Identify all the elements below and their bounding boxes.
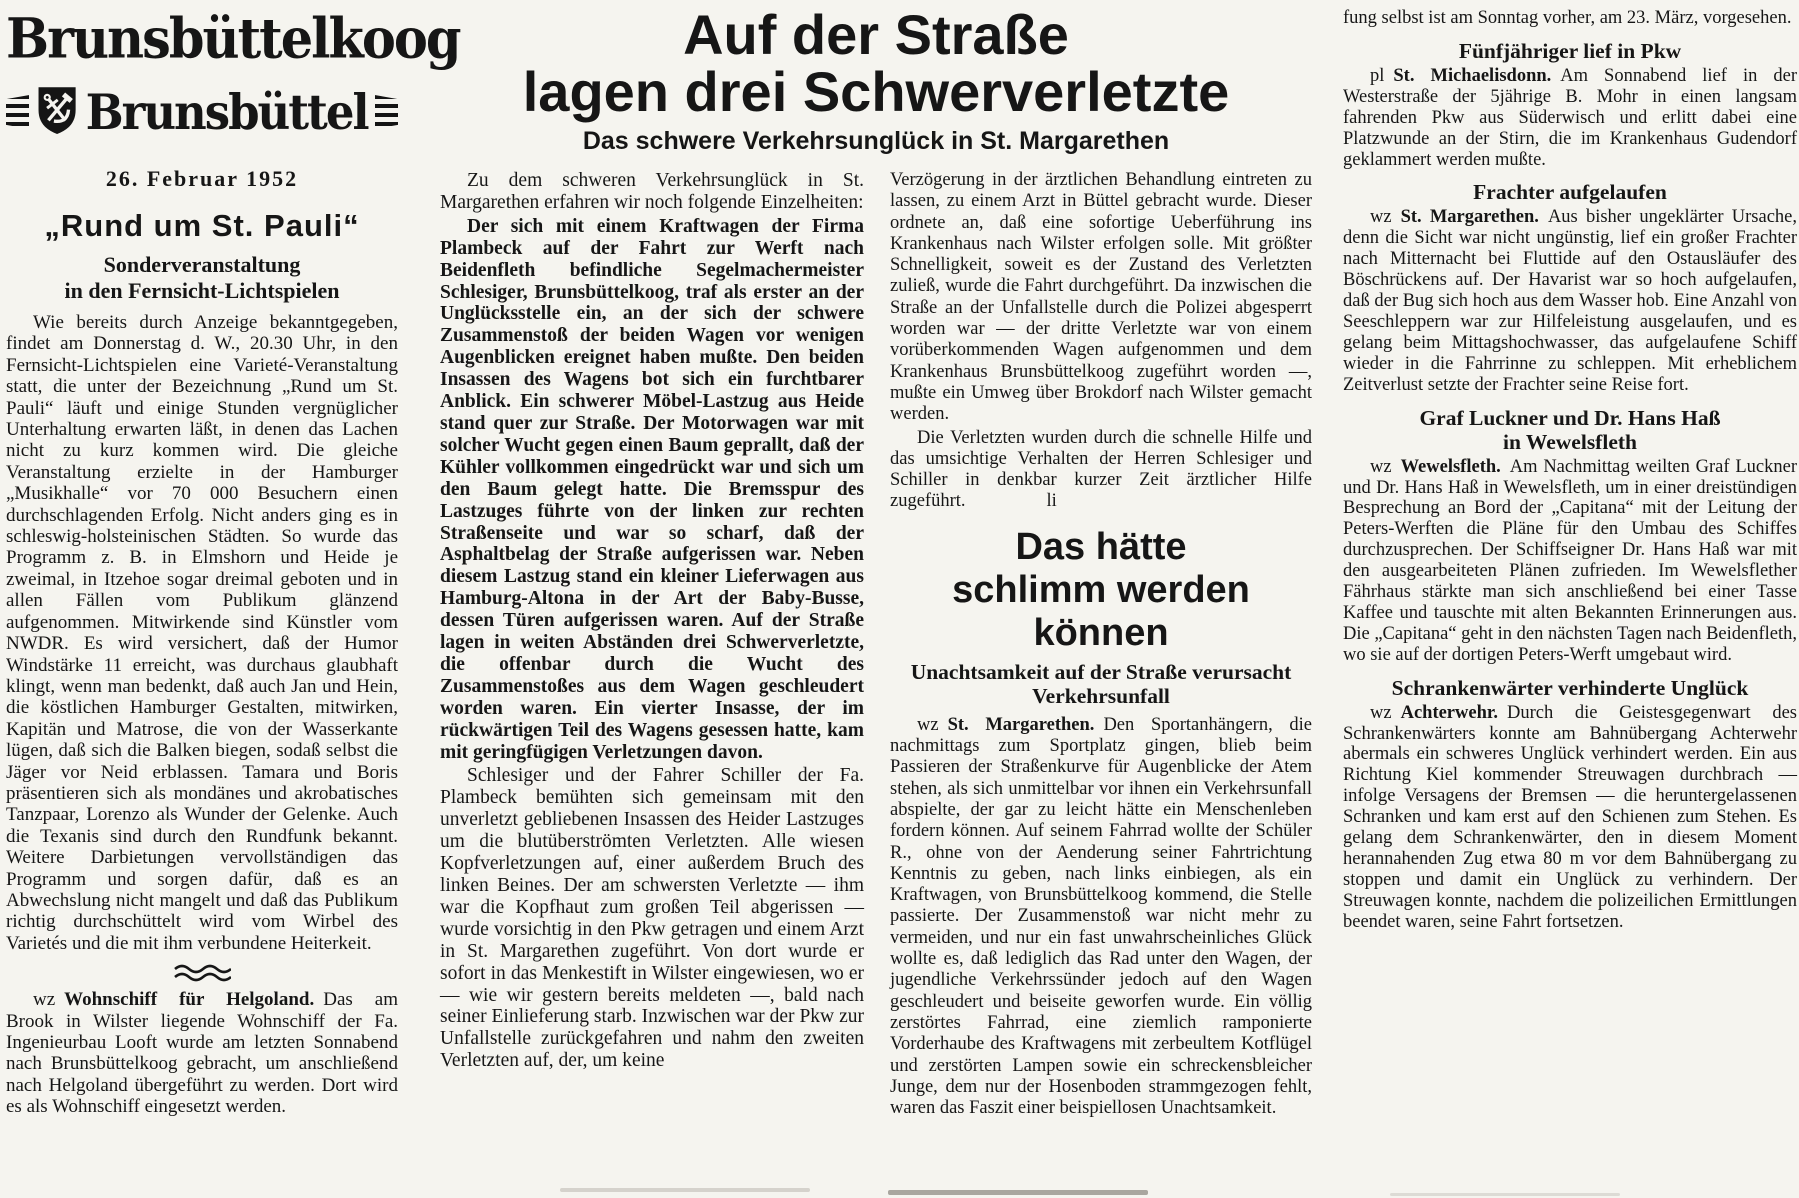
heading-line1: Graf Luckner und Dr. Hans Haß: [1419, 405, 1721, 430]
article-body: Wie bereits durch Anzeige bekanntgegeben, findet am Donnerstag d. W., 20.30 Uhr, in den Fernsicht-Lichtspielen eine Varieté-Veranstaltung statt, die unter der Bezeichnung „Rund um St. Pauli“ läuft und einige Stunden vergnüglicher Unterhaltung erwarten läßt, in denen das Lachen nicht zu kurz kommen wird. Die gleiche Veranstaltung erzielte in der Hamburger „Musikhalle“ vor 70 000 Besuchern einen durchschlagenden Erfolg. Nicht anders ging es in schleswig-holsteinischen Städten. So wurde das Programm z. B. in Elmshorn und Heide je zweimal, in Itzehoe sogar dreimal geboten und in allen Fällen vom Publikum glänzend aufgenommen. Mitwirkende sind Künstler vom NWDR. Es wird versichert, daß der Humor Windstärke 11 erreicht, was durchaus glaubhaft klingt, wenn man bedenkt, daß auch Jan und Hein, die köstlichen Hamburger Gestalten, mitwirken, Kapitän und Matrose, die von der Wasserkante lügen, daß sich die Balken biegen, sodaß selbst die Jäger vor Neid erblassen. Tamara und Boris präsentieren sich als mondänes und akrobatisches Tanzpaar, Lorenzo als Wunder der Gelenke. Auch die Texanis sind durch den Rundfunk bekannt. Weitere Darbietungen vervollständigen das Programm und sorgen dafür, daß es an Abwechslung nicht mangelt und daß das Publikum richtig durchschüttelt wird vom Wirbel des Varietés und die mit ihm verbundene Heiterkeit.: [6, 312, 398, 954]
source-prefix: wz: [1370, 702, 1392, 723]
article-body-text: Den Sportanhängern, die nachmittags zum Sportplatz gingen, blieb beim Passieren der Straßenkurve für Augenblicke der Atem stehen, als sich unmittelbar vor ihnen ein Verkehrsunfall abspielte, der gar zu leicht hätte ein Menschenleben fordern können. Auf seinem Fahrrad wollte der Schüler R., ohne von der Aenderung seiner Fahrtrichtung Kenntnis zu geben, nach links einbiegen, als ein Kraftwagen, von Brunsbüttelkoog kommend, die Stelle passierte. Der Zusammenstoß war nicht mehr zu vermeiden, und nur ein fast unwahrscheinliches Glück wollte es, daß lediglich das Rad unter den Wagen, der jugendliche Verkehrssünder jedoch auf den Wagen geschleudert und beiseite geworfen wurde. Ein völlig zerstörtes Fahrrad, eine ziemlich ramponierte Vorderhaube des Kraftwagens mit zerbeultem Kotflügel und zerstörten Lampen sowie ein schreckensbleicher Junge, dem nur der Hosenboden strammgezogen fehlt, waren das Faszit einer beispiellosen Unachtsamkeit.: [890, 714, 1312, 1119]
main-headline-line1: Auf der Straße: [683, 3, 1069, 66]
source-prefix: wz: [1370, 456, 1392, 477]
masthead-line2: [6, 66, 398, 158]
stripe-flourish-icon: [6, 95, 29, 129]
source-prefix: wz: [917, 714, 939, 735]
paragraph: Schlesiger und der Fahrer Schiller der Fa. Plambeck bemühten sich gemeinsam mit den unverletzt gebliebenen Insassen des Heider Lastzuges um die blutüberströmten Verletzten. Alle wiesen Kopfverletzungen auf, einer außerdem Bruch des linken Beines. Der am schwersten Verletzte — ihm war die Kopfhaut zum großen Teil abgerissen — wurde vorsichtig in den Pkw getragen und einem Arzt in St. Margarethen zugeführt. Von dort wurde er sofort in das Menkestift in Wilster eingewiesen, wo er — wie wir gestern bereits meldeten —, bald nach seiner Einlieferung starb. Inzwischen war der Pkw zur Unfallstelle zurückgefahren und nahm den zweiten Verletzten auf, der, um keine: [440, 765, 864, 1072]
article-body: [1343, 66, 1797, 171]
heading-fuenfjaehriger: Fünfjähriger lief in Pkw: [1458, 38, 1682, 63]
center-column-right: [890, 170, 1312, 1119]
headline-line1: Das hätte: [1015, 525, 1187, 568]
subhead-line1: Unachtsamkeit auf der Straße verursacht: [910, 659, 1292, 684]
heading-graf-luckner: [1343, 406, 1797, 454]
headline-das-haette: [890, 526, 1312, 655]
article-subhead: [6, 252, 398, 304]
heading-line2: in Wewelsfleth: [1503, 429, 1637, 454]
right-column: [1343, 8, 1797, 933]
wave-divider-icon: [173, 963, 231, 983]
source-prefix: pl: [1370, 65, 1385, 86]
paragraph: Zu dem schweren Verkehrsunglück in St. Margarethen erfahren wir noch folgende Einzelheiten:: [440, 170, 864, 213]
masthead-title-line2: Brunsbüttel: [85, 83, 368, 141]
center-section: [440, 3, 1312, 1119]
center-text-columns: [440, 170, 1312, 1119]
paragraph-continuation: fung selbst ist am Sonntag vorher, am 23. März, vorgesehen.: [1343, 8, 1792, 28]
subhead-line2: Verkehrsunfall: [1032, 683, 1170, 708]
article-body: [1343, 703, 1797, 933]
main-headline-line2: lagen drei Schwerverletzte: [522, 60, 1230, 123]
article-body-text: Durch die Geistesgegenwart des Schrankenwärters konnte am Bahnübergang Achterwehr abermals ein schweres Unglück verhindert werden. Ein aus Richtung Kiel kommender Streuwagen durchbrach — infolge Versagens der Bremsen — die heruntergelassenen Schranken und kam erst auf den Schienen zum Stehen. Es gelang dem Schrankenwärter, den in diesem Moment herannahenden Zug etwa 80 m vor dem Bahnübergang zu stoppen und damit ein Unglück zu verhindern. Der Streuwagen konnte, nachdem die polizeilichen Ermittlungen beendet waren, seine Fahrt fortsetzen.: [1343, 702, 1797, 932]
issue-date: 26. Februar 1952: [105, 166, 299, 191]
left-column: [6, 6, 460, 1118]
subhead-das-haette: [890, 660, 1312, 708]
crest-crossed-anchors-shield-icon: [36, 65, 78, 155]
paragraph-bold: Der sich mit einem Kraftwagen der Firma Plambeck auf der Fahrt zur Werft nach Beidenfleth befindliche Segelmachermeister Schlesiger, Brunsbüttelkoog, traf als erster an der Unglücksstelle ein, an der sich der schwere Zusammenstoß der beiden Wagen vor wenigen Augenblicken ereignet haben mußte. Den beiden Insassen des Wagens bot sich ein furchtbarer Anblick. Ein schwerer Möbel-Lastzug aus Heide stand quer zur Straße. Der Motorwagen war mit solcher Wucht gegen einen Baum geprallt, daß der Kühler vollkommen eingedrückt war und sich um den Baum gelegt hatte. Die Bremsspur des Lastzuges führte von der linken zur rechten Straßenseite und war so scharf, daß der Asphaltbelag der Straße aufgerissen war. Neben diesem Lastzug stand ein kleiner Lieferwagen aus Hamburg-Altona in der Art der Baby-Busse, dessen Türen aufgerissen waren. Auf der Straße lagen in weiten Abständen drei Schwerverletzte, die offenbar durch die Wucht des Zusammenstoßes aus dem Wagen geschleudert worden waren. Ein vierter Insasse, der im rückwärtigen Teil des Wagens gesessen hatte, kam mit geringfügigen Verletzungen davon.: [440, 215, 864, 763]
article-subhead-line2: in den Fernsicht-Lichtspielen: [64, 278, 340, 303]
paragraph-continuation: Verzögerung in der ärztlichen Behandlung eintreten zu lassen, zu einem Arzt in Büttel gebracht wurde. Dieser ordnete an, daß eine sofortige Ueberführung ins Krankenhaus nach Wilster erfolgen solle. Mit größter Schnelligkeit, soweit es der Zustand des Verletzten zuließ, wurde die Fahrt durchgeführt. Da inzwischen die Straße an der Unfallstelle durch die Polizei abgesperrt worden war — der dritte Verletzte war von einem vorüberkommenden Wagen aufgenommen und dem Krankenhaus Brunsbüttelkoog zugeführt worden —, mußte ein Umweg über Brokdorf nach Wilster gemacht werden.: [890, 170, 1312, 425]
source-prefix: wz: [1370, 207, 1392, 228]
paragraph: [890, 428, 1312, 513]
article-body: [1343, 207, 1797, 395]
scan-smudge: [1390, 1193, 1620, 1196]
article-lead: Wewelsfleth.: [1400, 456, 1501, 477]
stripe-flourish-icon: [375, 95, 398, 129]
author-initials: li: [1046, 491, 1057, 512]
paragraph-text: Die Verletzten wurden durch die schnelle Hilfe und das umsichtige Verhalten der Herren Schlesiger und Schiller in denkbar kurzer Zeit ärztlicher Hilfe zugeführt.: [890, 427, 1312, 512]
article-wohnschiff: [6, 989, 398, 1117]
article-body-text: Am Nachmittag weilten Graf Luckner und Dr. Hans Haß in Wewelsfleth, um in einer dreistündigen Besprechung an Bord der „Capitana“ mit der Leitung der Peters-Werften die Pläne für den Umbau des Schiffes durchzusprechen. Der Schiffseigner Dr. Hans Haß war mit den ausgearbeiteten Plänen zufrieden. Im Wewelsflether Fährhaus stärkte man sich anschließend bei einer Tasse Kaffee und tauschte mit alten Bekannten Erinnerungen aus. Die „Capitana“ geht in den nächsten Tagen nach Beidenfleth, wo sie auf der dortigen Peters-Werft umgebaut wird.: [1343, 456, 1798, 665]
article-body: [1343, 457, 1797, 666]
source-prefix: wz: [33, 989, 56, 1011]
article-headline-rund-um-st-pauli: „Rund um St. Pauli“: [44, 208, 360, 243]
article-lead: St. Margarethen.: [947, 714, 1095, 735]
article-lead: Wohnschiff für Helgoland.: [64, 989, 315, 1011]
article-body-text: Aus bisher ungeklärter Ursache, denn die Sicht war nicht ungünstig, lief ein großer Frachter nach Mitternacht bei Fluttide auf den Ostausläufer des Böschrückens auf. Der Havarist war so hoch aufgelaufen, daß der Bug sich hoch aus dem Wasser hob. Eine Anzahl von Seeschleppern war zur Hilfeleistung ausgelaufen, und es gelang beim Mittagshochwasser, das aufgelaufene Schiff wieder in die Fahrrinne zu schleppen. Mit erheblichem Zeitverlust setzte der Frachter seine Reise fort.: [1343, 207, 1797, 395]
heading-frachter: Frachter aufgelaufen: [1473, 180, 1667, 205]
heading-schrankenwaerter: Schrankenwärter verhinderte Unglück: [1391, 675, 1749, 700]
article-body-text: Das am Brook in Wilster liegende Wohnschiff der Fa. Ingenieurbau Looft wurde am letzten Sonnabend nach Brunsbüttelkoog gebracht, um anschließend nach Helgoland übergeführt zu werden. Dort wird es als Wohnschiff eingesetzt werden.: [6, 989, 398, 1118]
article-das-haette-body: [890, 715, 1312, 1120]
main-headline: [440, 3, 1312, 123]
article-subhead-line1: Sonderveranstaltung: [103, 252, 301, 277]
article-lead: St. Margarethen.: [1400, 207, 1539, 228]
headline-line2: schlimm werden können: [952, 568, 1250, 654]
article-body-text: Am Sonnabend lief in der Westerstraße der 5jährige B. Mohr in einen langsam fahrenden Pkw aus Süderwisch und erlitt dabei eine Platzwunde an der Stirn, die im Krankenhaus Gudendorf geklammert werden mußte.: [1343, 65, 1798, 170]
masthead-title-line1: Brunsbüttelkoog: [6, 6, 460, 72]
scan-smudge: [888, 1190, 1148, 1195]
center-column-left: [440, 170, 864, 1119]
article-lead: Achterwehr.: [1400, 702, 1499, 723]
scan-smudge: [560, 1188, 810, 1192]
article-lead: St. Michaelisdonn.: [1393, 65, 1552, 86]
main-subhead: Das schwere Verkehrsunglück in St. Margarethen: [582, 127, 1170, 155]
